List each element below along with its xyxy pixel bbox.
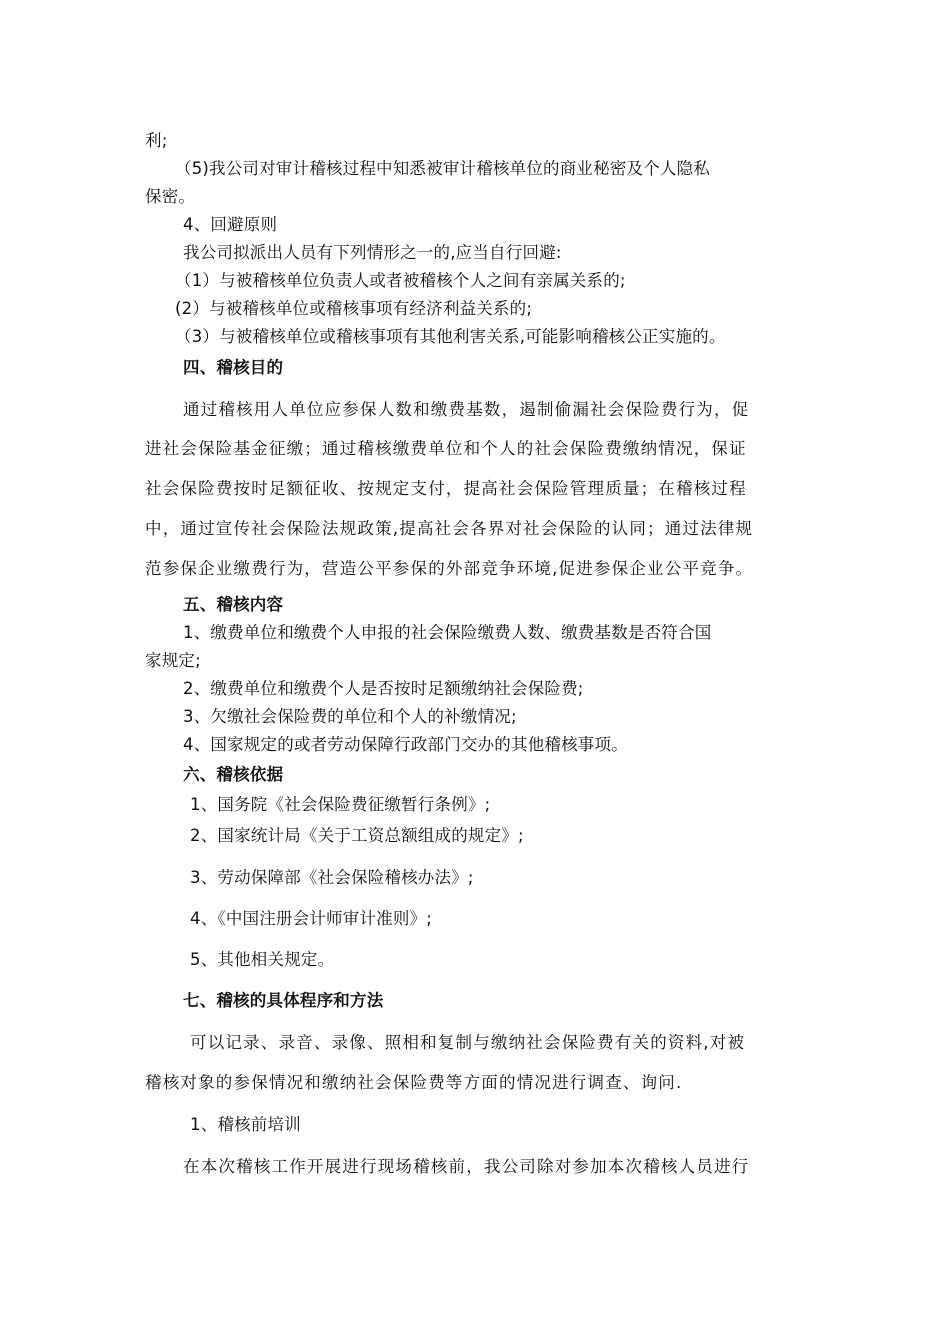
list-item: (2）与被稽核单位或稽核事项有经济利益关系的; bbox=[175, 299, 533, 318]
list-item: 1、国务院《社会保险费征缴暂行条例》; bbox=[190, 795, 491, 814]
text-line: 利; bbox=[145, 131, 168, 150]
list-item: 1、缴费单位和缴费个人申报的社会保险缴费人数、缴费基数是否符合国 bbox=[183, 623, 712, 642]
list-item: 4、国家规定的或者劳动保障行政部门交办的其他稽核事项。 bbox=[183, 735, 628, 754]
paragraph-line: 范参保企业缴费行为，营造公平参保的外部竞争环境,促进参保企业公平竞争。 bbox=[145, 559, 754, 578]
paragraph-line: 进社会保险基金征缴；通过稽核缴费单位和个人的社会保险费缴纳情况，保证 bbox=[145, 439, 747, 458]
section-heading: 七、稽核的具体程序和方法 bbox=[183, 991, 384, 1010]
list-item: 2、国家统计局《关于工资总额组成的规定》; bbox=[190, 826, 524, 845]
list-item: 3、劳动保障部《社会保险稽核办法》; bbox=[190, 868, 474, 887]
list-item: （3）与被稽核单位或稽核事项有其他利害关系,可能影响稽核公正实施的。 bbox=[175, 327, 726, 346]
section-heading: 四、稽核目的 bbox=[183, 358, 284, 377]
list-item: 2、缴费单位和缴费个人是否按时足额缴纳社会保险费; bbox=[183, 679, 584, 698]
paragraph-line: 通过稽核用人单位应参保人数和缴费基数，遏制偷漏社会保险费行为，促 bbox=[183, 400, 750, 419]
subheading: 1、稽核前培训 bbox=[190, 1115, 301, 1134]
text-line: 我公司拟派出人员有下列情形之一的,应当自行回避: bbox=[183, 243, 562, 262]
text-line: 家规定; bbox=[145, 651, 201, 670]
paragraph-line: 社会保险费按时足额征收、按规定支付，提高社会保险管理质量；在稽核过程 bbox=[145, 479, 747, 498]
section-heading: 五、稽核内容 bbox=[183, 595, 284, 614]
list-item: （1）与被稽核单位负责人或者被稽核个人之间有亲属关系的; bbox=[175, 271, 626, 290]
list-item: 4、《中国注册会计师审计准则》; bbox=[190, 909, 433, 928]
paragraph-line: 可以记录、录音、录像、照相和复制与缴纳社会保险费有关的资料,对被 bbox=[190, 1033, 746, 1052]
text-line: （5)我公司对审计稽核过程中知悉被审计稽核单位的商业秘密及个人隐私 bbox=[175, 159, 711, 178]
list-item: 3、欠缴社会保险费的单位和个人的补缴情况; bbox=[183, 707, 517, 726]
section-heading: 六、稽核依据 bbox=[183, 765, 284, 784]
paragraph-line: 中，通过宣传社会保险法规政策,提高社会各界对社会保险的认同；通过法律规 bbox=[145, 519, 754, 538]
paragraph-line: 稽核对象的参保情况和缴纳社会保险费等方面的情况进行调查、询问. bbox=[145, 1073, 683, 1092]
list-item: 5、其他相关规定。 bbox=[190, 950, 335, 969]
subheading: 4、回避原则 bbox=[183, 215, 278, 234]
paragraph-line: 在本次稽核工作开展进行现场稽核前，我公司除对参加本次稽核人员进行 bbox=[183, 1157, 750, 1176]
text-line: 保密。 bbox=[145, 187, 196, 206]
